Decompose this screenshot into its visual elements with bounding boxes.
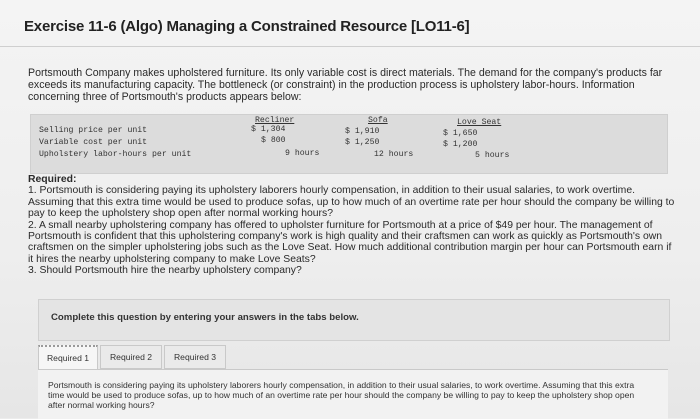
cell-sofa-selling-price: $ 1,910	[345, 127, 380, 136]
title-divider	[0, 46, 700, 47]
product-data-table	[30, 114, 668, 174]
cell-sofa-labor-hours: 12 hours	[374, 150, 414, 159]
cell-recliner-labor-hours: 9 hours	[285, 149, 320, 158]
required-item-1: 1. Portsmouth is considering paying its upholstery laborers hourly compensation, in addition to their usual salaries, to work overtime. Assuming that this extra time would be used to produce sofas, up to how much of an overtime rate per hour should the company be willing to pay to keep the upholstery shop open after normal working hours?	[28, 185, 675, 220]
cell-recliner-selling-price: $ 1,304	[251, 125, 286, 134]
tab-panel-text: Portsmouth is considering paying its upholstery laborers hourly compensation, in addition to their usual salaries, to work overtime. Assuming that this extra time would be used to produce sofas, up to how much of an overtime rate per hour should the company be willing to pay to keep the upholstery shop open after normal working hours?	[48, 380, 635, 410]
tab-required-2[interactable]: Required 2	[100, 345, 162, 369]
row-label-labor-hours: Upholstery labor-hours per unit	[39, 150, 192, 159]
column-header-recliner: Recliner	[255, 116, 295, 125]
instruction-box	[38, 299, 670, 341]
instruction-text: Complete this question by entering your answers in the tabs below.	[51, 312, 359, 323]
column-header-love-seat: Love Seat	[457, 118, 502, 127]
intro-paragraph: Portsmouth Company makes upholstered furniture. Its only variable cost is direct materials. The demand for the company's products far exceeds its manufacturing capacity. The bottleneck (or constraint) in the production process is upholstery labor-hours. Information concerning three of Portsmouth's products appears below:	[28, 67, 663, 104]
page-title: Exercise 11-6 (Algo) Managing a Constrained Resource [LO11-6]	[24, 18, 470, 35]
required-item-3: 3. Should Portsmouth hire the nearby upholstery company?	[28, 265, 302, 277]
cell-love-seat-selling-price: $ 1,650	[443, 129, 478, 138]
column-header-sofa: Sofa	[368, 116, 388, 125]
cell-sofa-variable-cost: $ 1,250	[345, 138, 380, 147]
cell-recliner-variable-cost: $ 800	[261, 136, 286, 145]
tab-panel	[38, 369, 668, 419]
required-item-2: 2. A small nearby upholstering company has offered to upholster furniture for Portsmouth at a price of $49 per hour. The management of Portsmouth is confident that this upholstering company's work is high quality and their craftsmen can work as quickly as Portsmouth's own craftsmen on the simpler upholstering jobs such as the Love Seat. How much additional contribution margin per hour can Portsmouth earn if it hires the nearby upholstering company to make Love Seats?	[28, 219, 672, 265]
tab-required-1[interactable]: Required 1	[38, 345, 98, 370]
cell-love-seat-variable-cost: $ 1,200	[443, 140, 478, 149]
cell-love-seat-labor-hours: 5 hours	[475, 151, 510, 160]
tab-required-3[interactable]: Required 3	[164, 345, 226, 369]
required-section	[28, 174, 678, 277]
required-heading: Required:	[28, 174, 77, 185]
row-label-selling-price: Selling price per unit	[39, 126, 148, 135]
row-label-variable-cost: Variable cost per unit	[39, 138, 148, 147]
